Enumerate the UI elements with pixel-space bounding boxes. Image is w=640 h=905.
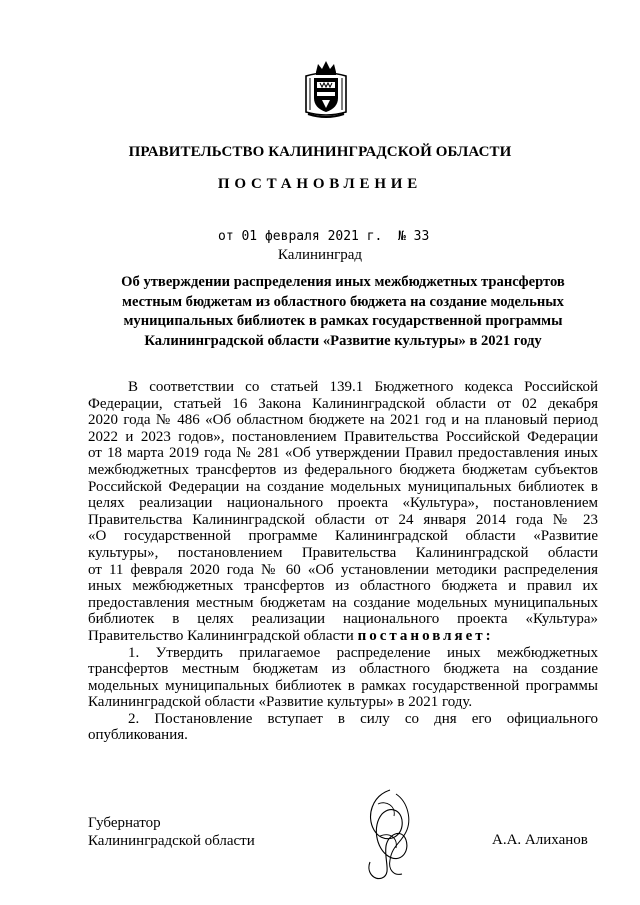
body-line: культуры», постановлением Правительства Калининградской области	[88, 544, 598, 561]
item2-line: опубликования.	[88, 727, 188, 744]
handwritten-signature	[352, 786, 428, 882]
body-line: от 11 февраля 2020 года № 60 «Об установлении методики распределения	[88, 561, 598, 578]
title-line: Об утверждении распределения иных межбюджетных трансфертов	[121, 274, 565, 290]
decree-line	[88, 628, 598, 645]
date-number-line: от 01 февраля 2021 г. № 33	[218, 229, 430, 244]
body-line: целях реализации национального проекта «Культура», постановлением	[88, 495, 598, 512]
city: Калининград	[277, 247, 363, 263]
body-line: В соответствии со статьей 139.1 Бюджетного кодекса Российской	[128, 379, 598, 395]
body-line: Федерации, статьей 16 Закона Калининградской области от 02 декабря	[88, 395, 598, 412]
organization-name: ПРАВИТЕЛЬСТВО КАЛИНИНГРАДСКОЙ ОБЛАСТИ	[128, 144, 512, 160]
body-line: иных межбюджетных трансфертов из областного бюджета и правил их	[88, 578, 598, 595]
position-line: Калининградской области	[88, 833, 255, 849]
item1-line: трансфертов местным бюджетам из областного бюджета на создание	[88, 661, 598, 678]
body-line: библиотек в целях реализации национального проекта «Культура»	[88, 611, 598, 628]
decree-word: постановляет:	[357, 627, 494, 644]
body-line: межбюджетных трансфертов из федерального бюджета бюджетам субъектов	[88, 461, 598, 478]
body-line: Правительства Калининградской области от 24 января 2014 года № 23	[88, 511, 598, 528]
title-line: Калининградской области «Развитие культуры» в 2021 году	[144, 332, 542, 349]
document-body	[88, 379, 598, 744]
item2-line: 2. Постановление вступает в силу со дня его официального	[128, 710, 598, 727]
position-line: Губернатор	[88, 815, 161, 831]
document-title	[88, 273, 598, 351]
title-line: муниципальных библиотек в рамках государственной программы	[123, 313, 563, 329]
title-line: местным бюджетам из областного бюджета на создание модельных	[122, 293, 564, 310]
body-line: Российской Федерации на создание модельных муниципальных библиотек в	[88, 478, 598, 495]
signatory-position	[88, 814, 255, 850]
body-line: 2020 года № 486 «Об областном бюджете на 2021 год и на плановый период	[88, 412, 598, 429]
body-line: предоставления местным бюджетам на создание модельных муниципальных	[88, 594, 598, 611]
coat-of-arms-icon	[302, 58, 350, 120]
item1-line: 1. Утвердить прилагаемое распределение иных межбюджетных	[128, 644, 598, 661]
body-line: 2022 и 2023 годов», постановлением Правительства Российской Федерации	[88, 428, 598, 445]
item1-line: модельных муниципальных библиотек в рамках государственной программы	[88, 677, 598, 694]
item1-line: Калининградской области «Развитие культуры» в 2021 году.	[88, 694, 473, 711]
body-line: от 18 марта 2019 года № 281 «Об утверждении Правил предоставления иных	[88, 445, 598, 462]
document-type: ПОСТАНОВЛЕНИЕ	[217, 176, 423, 192]
decree-lead: Правительство Калининградской области	[88, 627, 354, 644]
signatory-name: А.А. Алиханов	[492, 832, 588, 848]
body-line: «О государственной программе Калининградской области «Развитие	[88, 528, 598, 545]
